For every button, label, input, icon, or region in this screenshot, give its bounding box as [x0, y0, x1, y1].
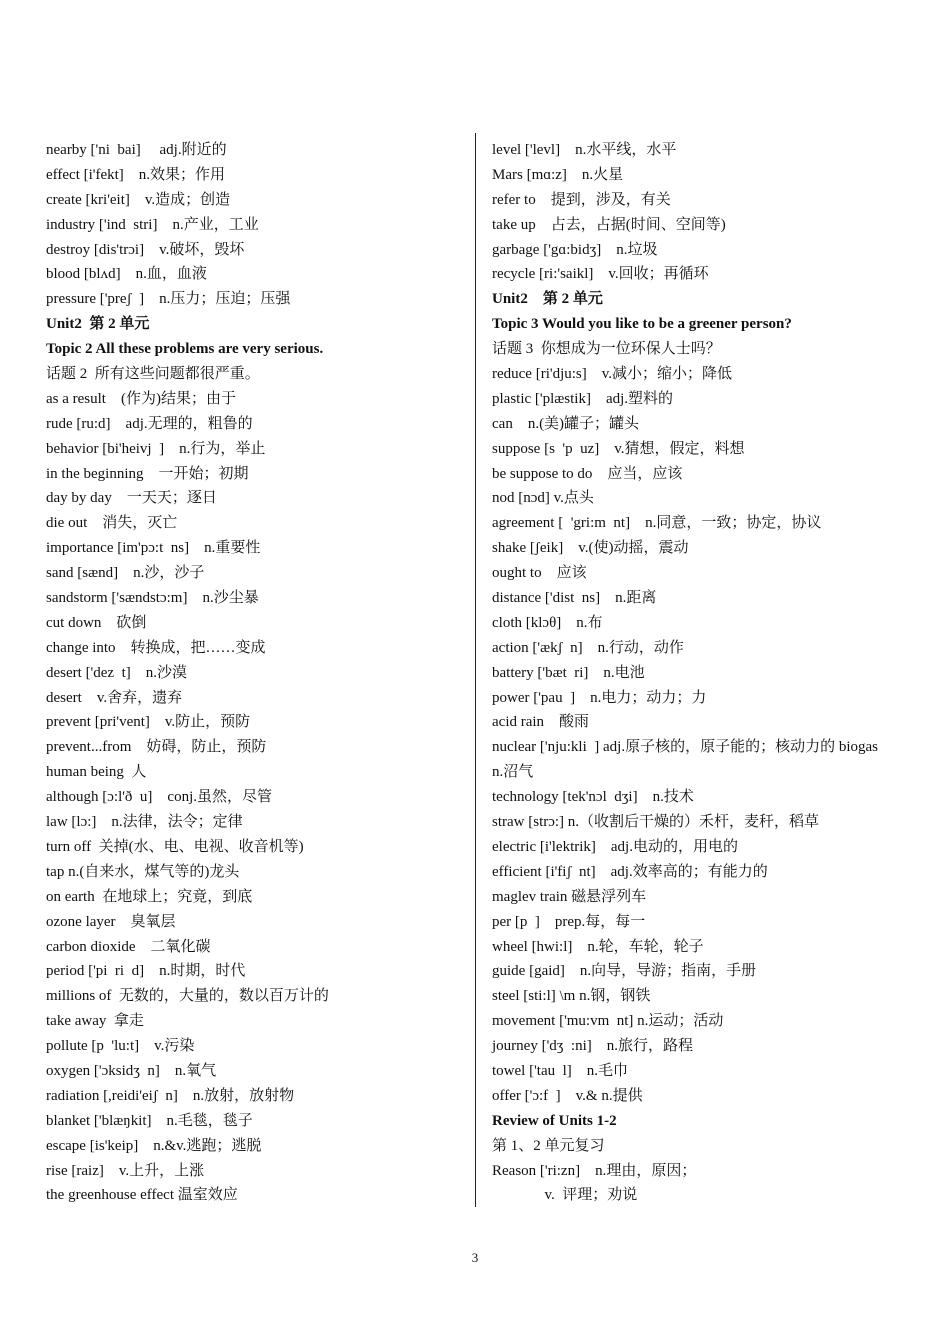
vocab-entry: plastic ['plæstik] adj.塑料的 [492, 390, 674, 407]
vocab-entry: action ['ækʃ n] n.行动，动作 [492, 639, 684, 656]
vocab-entry: Reason ['ri:zn] n.理由，原因； [492, 1162, 697, 1179]
vocab-entry: suppose [s 'p uz] v.猜想，假定，料想 [492, 440, 745, 457]
vocab-entry: movement ['mu:vm nt] n.运动；活动 [492, 1013, 724, 1030]
section-heading: Topic 2 All these problems are very serious. [46, 341, 324, 358]
vocab-entry: take up 占去，占据(时间、空间等) [492, 216, 726, 233]
vocab-entry: industry ['ind stri] n.产业，工业 [46, 216, 259, 233]
section-heading: Review of Units 1-2 [492, 1112, 617, 1129]
vocab-entry: law [lɔ:] n.法律，法令；定律 [46, 814, 243, 831]
vocab-entry: offer ['ɔ:f ] v.& n.提供 [492, 1087, 643, 1104]
vocab-entry: battery ['bæt ri] n.电池 [492, 664, 645, 681]
vocab-entry: acid rain 酸雨 [492, 714, 590, 731]
vocab-entry: steel [sti:l] \m n.钢，钢铁 [492, 988, 651, 1005]
vocab-entry: cut down 砍倒 [46, 614, 147, 631]
vocab-entry: Mars [mɑ:z] n.火星 [492, 166, 624, 183]
vocab-entry: straw [strɔ:] n.（收割后干燥的）禾杆，麦秆，稻草 [492, 814, 820, 831]
vocab-entry: rise [raiz] v.上升，上涨 [46, 1162, 205, 1179]
vocab-entry: agreement [ 'gri:m nt] n.同意，一致；协定，协议 [492, 515, 822, 532]
vocab-entry: ought to 应该 [492, 565, 587, 582]
vocab-entry: as a result (作为)结果；由于 [46, 390, 236, 407]
vocab-entry: v. 评理；劝说 [492, 1187, 638, 1204]
vocab-entry: desert v.舍弃，遗弃 [46, 689, 183, 706]
vocab-entry: pollute [p 'lu:t] v.污染 [46, 1038, 195, 1055]
vocab-entry: electric [i'lektrik] adj.电动的，用电的 [492, 838, 738, 855]
vocab-entry: blood [blʌd] n.血，血液 [46, 266, 207, 283]
vocab-entry: level ['levl] n.水平线，水平 [492, 142, 677, 158]
vocab-entry: destroy [dis'trɔi] v.破坏，毁坏 [46, 241, 245, 258]
vocab-entry: 话题 3 你想成为一位环保人士吗？ [492, 341, 721, 358]
vocab-entry: take away 拿走 [46, 1013, 144, 1030]
vocab-entry: the greenhouse effect 温室效应 [46, 1187, 238, 1204]
vocab-entry: day by day 一天天；逐日 [46, 490, 217, 507]
vocab-entry: wheel [hwi:l] n.轮，车轮，轮子 [492, 938, 704, 955]
vocab-entry: garbage ['gɑ:bidʒ] n.垃圾 [492, 241, 658, 258]
vocab-entry: prevent [pri'vent] v.防止，预防 [46, 714, 251, 731]
vocab-entry: pressure ['preʃ ] n.压力；压迫；压强 [46, 291, 291, 308]
vocab-entry: although [ɔ:l'ð u] conj.虽然，尽管 [46, 789, 273, 806]
vocab-entry: escape [is'keip] n.&v.逃跑；逃脱 [46, 1137, 262, 1154]
vocab-entry: power ['pau ] n.电力；动力；力 [492, 689, 707, 706]
vocab-entry: ozone layer 臭氧层 [46, 913, 176, 930]
vocab-entry: oxygen ['ɔksidʒ n] n.氧气 [46, 1062, 217, 1079]
section-heading: Unit2 第 2 单元 [46, 316, 150, 333]
vocab-entry: millions of 无数的，大量的，数以百万计的 [46, 988, 329, 1005]
right-column [492, 138, 932, 1208]
vocab-entry: effect [i'fekt] n.效果；作用 [46, 166, 226, 183]
vocab-entry: on earth 在地球上；究竟，到底 [46, 888, 253, 905]
vocab-entry: prevent...from 妨碍，防止，预防 [46, 739, 267, 756]
vocab-entry: carbon dioxide 二氧化碳 [46, 938, 211, 955]
vocab-entry: technology [tek'nɔl dʒi] n.技术 [492, 789, 694, 806]
vocab-entry: can n.(美)罐子；罐头 [492, 415, 640, 432]
vocab-entry: distance ['dist ns] n.距离 [492, 590, 657, 607]
vocab-entry: refer to 提到，涉及，有关 [492, 191, 671, 208]
vocab-entry: 话题 2 所有这些问题都很严重。 [46, 366, 260, 383]
vocab-entry: guide [gaid] n.向导，导游；指南，手册 [492, 963, 757, 980]
left-column [46, 138, 466, 1208]
vocab-entry: desert ['dez t] n.沙漠 [46, 664, 187, 681]
vocab-entry: importance [im'pɔ:t ns] n.重要性 [46, 540, 261, 557]
vocab-entry: radiation [,reidi'eiʃ n] n.放射，放射物 [46, 1087, 295, 1104]
vocab-entry: blanket ['blæŋkit] n.毛毯，毯子 [46, 1112, 253, 1129]
vocab-entry: towel ['tau l] n.毛巾 [492, 1062, 629, 1079]
vocab-entry: rude [ru:d] adj.无理的，粗鲁的 [46, 415, 253, 432]
vocab-entry: sand [sænd] n.沙，沙子 [46, 565, 205, 582]
vocab-entry: efficient [i'fiʃ nt] adj.效率高的；有能力的 [492, 863, 768, 880]
vocab-entry: nearby ['ni bai] adj.附近的 [46, 142, 227, 158]
vocab-entry: change into 转换成，把……变成 [46, 639, 266, 656]
vocab-entry: cloth [klɔθ] n.布 [492, 614, 603, 631]
vocab-entry: be suppose to do 应当，应该 [492, 465, 683, 482]
vocab-entry: journey ['dʒ :ni] n.旅行，路程 [492, 1038, 694, 1055]
vocab-entry: behavior [bi'heivj ] n.行为，举止 [46, 440, 266, 457]
vocab-entry: create [kri'eit] v.造成；创造 [46, 191, 231, 208]
section-heading: Unit2 第 2 单元 [492, 291, 603, 308]
vocab-entry: tap n.(自来水，煤气等的)龙头 [46, 863, 240, 880]
vocab-entry: human being 人 [46, 764, 147, 781]
vocab-entry: per [p ] prep.每，每一 [492, 913, 646, 930]
vocab-entry: in the beginning 一开始；初期 [46, 465, 249, 482]
page-number: 3 [471, 1250, 479, 1265]
vocab-entry: shake [ʃeik] v.(使)动摇，震动 [492, 540, 689, 557]
vocab-entry: period ['pi ri d] n.时期，时代 [46, 963, 246, 980]
vocab-entry: n.沼气 [492, 764, 534, 781]
vocab-entry: maglev train 磁悬浮列车 [492, 888, 647, 905]
vocab-entry: reduce [ri'dju:s] v.减小；缩小；降低 [492, 366, 733, 383]
vocab-entry: nuclear ['nju:kli ] adj.原子核的，原子能的；核动力的 biogas [492, 739, 878, 756]
vocab-entry: die out 消失，灭亡 [46, 515, 178, 532]
vocab-entry: turn off 关掉(水、电、电视、收音机等) [46, 838, 304, 855]
column-divider [475, 133, 476, 1207]
section-heading: Topic 3 Would you like to be a greener person? [492, 316, 792, 333]
vocab-entry: sandstorm ['sændstɔ:m] n.沙尘暴 [46, 590, 259, 607]
vocab-entry: 第 1、2 单元复习 [492, 1137, 605, 1154]
vocab-entry: nod [nɔd] v.点头 [492, 490, 594, 507]
vocab-entry: recycle [ri:'saikl] v.回收；再循环 [492, 266, 709, 283]
